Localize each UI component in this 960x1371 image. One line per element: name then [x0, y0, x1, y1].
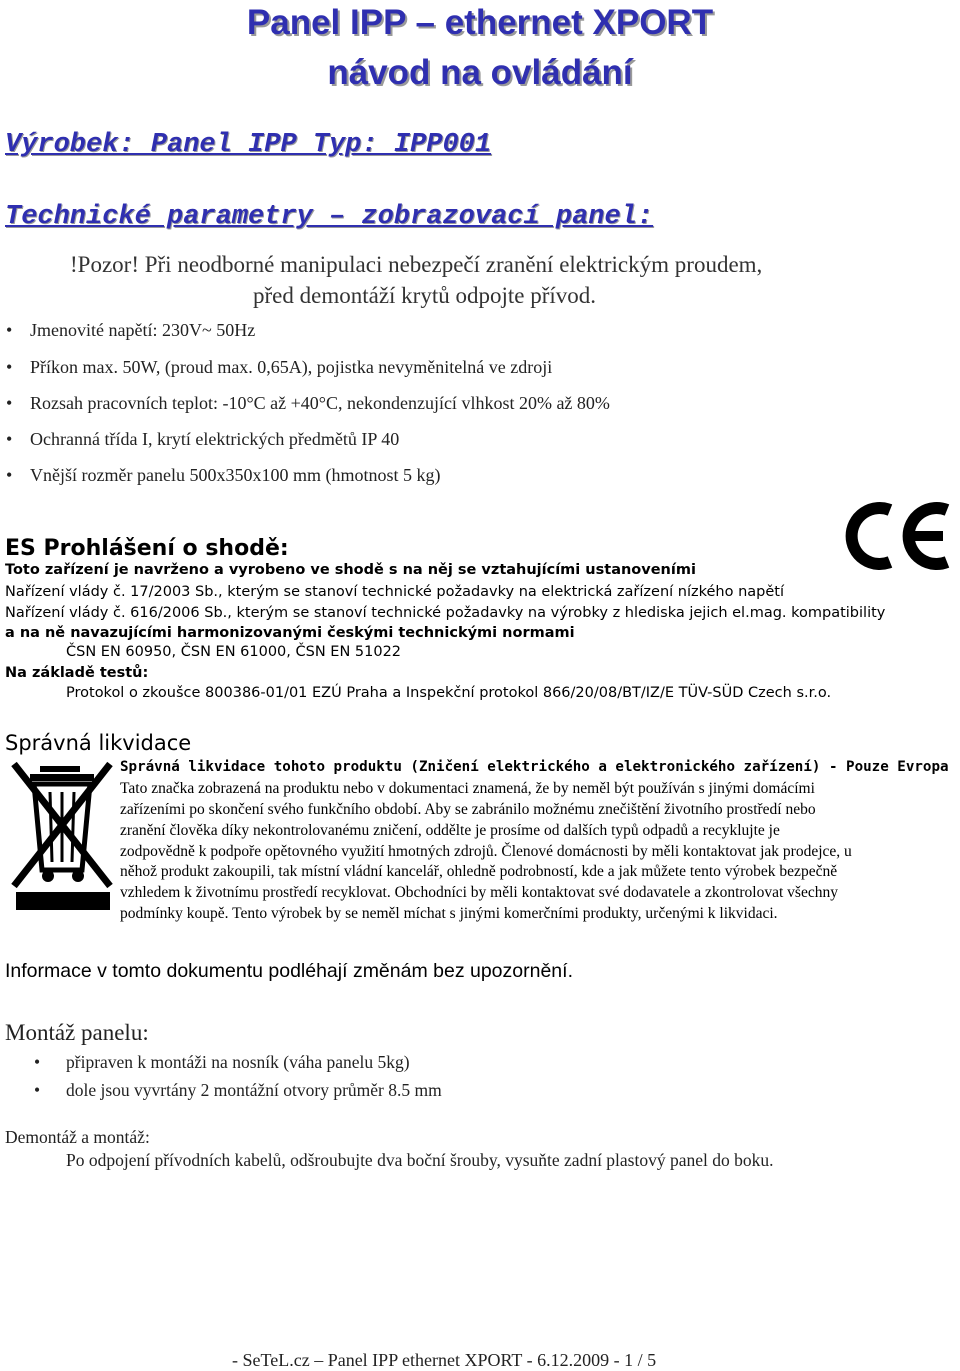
regulation-2: Nařízení vlády č. 616/2006 Sb., kterým se stanoví technické požadavky na výrobky z hlediska jejich el.mag. kompatibility	[5, 605, 886, 621]
disposal-line: zařízeními po skončení svého funkčního období. Aby se zabránilo možnému znečištění životního prostředí nebo	[120, 801, 816, 818]
tests-text: Protokol o zkoušce 800386-01/01 EZÚ Praha a Inspekční protokol 866/20/08/BT/IZ/E TÜV-SÜD Czech s.r.o.	[66, 685, 832, 701]
spec-item: • Jmenovité napětí: 230V~ 50Hz	[6, 320, 256, 340]
document-title-line1: Panel IPP – ethernet XPORT	[246, 3, 714, 42]
dismount-text: Po odpojení přívodních kabelů, odšroubujte dva boční šrouby, vysuňte zadní plastový panel do boku.	[66, 1150, 774, 1170]
regulation-1: Nařízení vlády č. 17/2003 Sb., kterým se stanoví technické požadavky na elektrická zařízení nízkého napětí	[5, 584, 784, 600]
disposal-line: něhož produkt zakoupili, tak místní vládní kancelář, ohledně podrobností, kde a jak můžete tento výrobek bezpečně	[120, 863, 838, 880]
standards-intro: a na ně navazujícími harmonizovanými českými technickými normami	[5, 625, 575, 641]
warning-line1: !Pozor! Při neodborné manipulaci nebezpečí zranění elektrickým proudem,	[70, 252, 763, 277]
disposal-line: vzhledem k životnímu prostředí recyklovat. Obchodníci by měli kontaktovat své dodavatele a zkontrolovat všechny	[120, 884, 838, 901]
disposal-line: Tato značka zobrazená na produktu nebo v dokumentaci znamená, že by neměl být používán s jinými domácími	[120, 780, 815, 797]
mounting-item: • připraven k montáži na nosník (váha panelu 5kg)	[34, 1052, 410, 1072]
page-footer: - SeTeL.cz – Panel IPP ethernet XPORT - 6.12.2009 - 1 / 5	[232, 1350, 657, 1370]
conformity-heading: ES Prohlášení o shodě:	[5, 536, 289, 561]
disposal-line: podmínky koupě. Tento výrobek by se neměl míchat s jinými komerčními produkty, určenými k likvidaci.	[120, 905, 778, 922]
mounting-item: • dole jsou vyvrtány 2 montážní otvory průměr 8.5 mm	[34, 1080, 442, 1100]
crossed-bin-icon	[8, 758, 116, 913]
change-notice: Informace v tomto dokumentu podléhají změnám bez upozornění.	[5, 960, 573, 982]
disposal-line: zranění člověka díky nekontrolovanému zničení, oddělte je prosíme od dalších typů odpadů a recyklujte je	[120, 822, 780, 839]
ce-mark-icon	[843, 500, 955, 572]
spec-item: • Ochranná třída I, krytí elektrických předmětů IP 40	[6, 429, 400, 449]
spec-item: • Rozsah pracovních teplot: -10°C až +40°C, nekondenzující vlhkost 20% až 80%	[6, 393, 610, 413]
conformity-intro: Toto zařízení je navrženo a vyrobeno ve shodě s na něj se vztahujícími ustanoveními	[5, 562, 696, 578]
dismount-label: Demontáž a montáž:	[5, 1127, 150, 1147]
warning-line2: před demontáží krytů odpojte přívod.	[253, 283, 597, 308]
disposal-line: zodpovědně k podpoře opětovného využití hmotných zdrojů. Členové domácnosti by měli kontaktovat jak prodejce, u	[120, 843, 852, 860]
product-line: Výrobek: Panel IPP Typ: IPP001	[5, 130, 492, 160]
disposal-heading: Správná likvidace	[5, 731, 192, 755]
tests-label: Na základě testů:	[5, 665, 149, 681]
spec-item: • Vnější rozměr panelu 500x350x100 mm (hmotnost 5 kg)	[6, 465, 441, 485]
document-title-line2: návod na ovládání	[327, 53, 633, 92]
disposal-title: Správná likvidace tohoto produktu (Zničení elektrického a elektronického zařízení) - Pouze Evropa	[120, 759, 949, 775]
mounting-heading: Montáž panelu:	[5, 1020, 149, 1045]
spec-item: • Příkon max. 50W, (proud max. 0,65A), pojistka nevyměnitelná ve zdroji	[6, 357, 553, 377]
tech-params-heading: Technické parametry – zobrazovací panel:	[5, 202, 654, 232]
standards-list: ČSN EN 60950, ČSN EN 61000, ČSN EN 51022	[66, 644, 402, 660]
